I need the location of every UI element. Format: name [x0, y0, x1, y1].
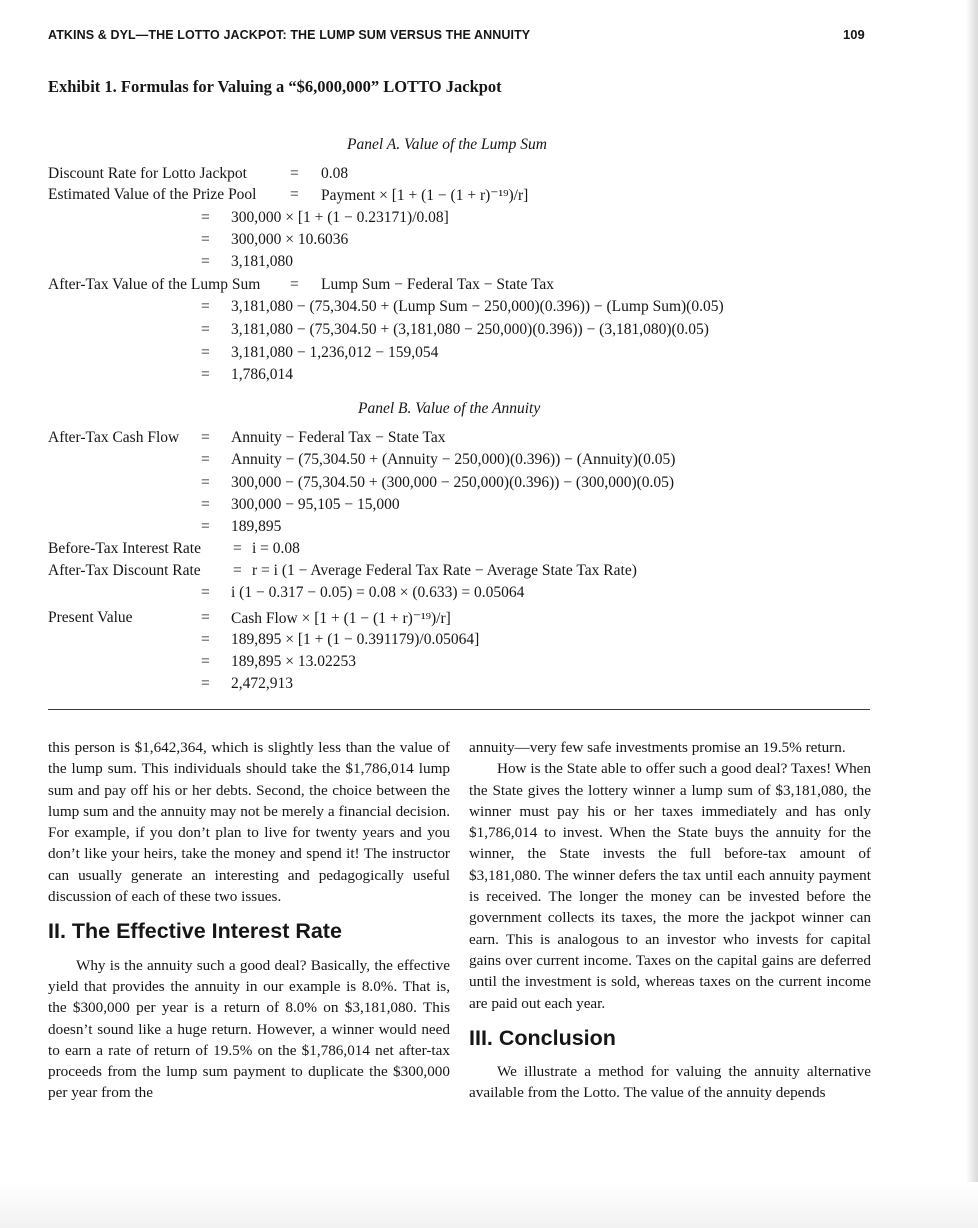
page-edge-shadow — [966, 0, 978, 1228]
equals-sign: = — [290, 276, 299, 293]
panel-a-title: Panel A. Value of the Lump Sum — [347, 136, 547, 153]
equals-sign: = — [201, 609, 210, 626]
equals-sign: = — [201, 451, 210, 468]
equals-sign: = — [233, 540, 242, 557]
formula-label: After-Tax Value of the Lump Sum — [48, 276, 261, 293]
equals-sign: = — [201, 209, 210, 226]
equals-sign: = — [201, 344, 210, 361]
equals-sign: = — [201, 631, 210, 648]
formula-label: Present Value — [48, 609, 133, 626]
running-header: ATKINS & DYL—THE LOTTO JACKPOT: THE LUMP SUM VERSUS THE ANNUITY — [48, 28, 531, 42]
formula-expression: 3,181,080 − 1,236,012 − 159,054 — [231, 344, 439, 361]
paragraph: this person is $1,642,364, which is slightly less than the value of the lump sum. This individuals should take the $1,786,014 lump sum and pay off his or her debts. Second, the choice between the lump sum and the annuity may not be merely a financial decision. For example, if you don’t plan to live for twenty years and you don’t like your heirs, take the money and spend it! The instructor can usually generate an interesting and pedagogically useful discussion of each of these two issues. — [48, 739, 450, 906]
formula-label: Discount Rate for Lotto Jackpot — [48, 165, 247, 182]
equals-sign: = — [201, 298, 210, 315]
formula-label: Before-Tax Interest Rate — [48, 540, 201, 557]
equals-sign: = — [233, 562, 242, 579]
equals-sign: = — [201, 321, 210, 338]
equals-sign: = — [201, 366, 210, 383]
formula-expression: Lump Sum − Federal Tax − State Tax — [321, 276, 554, 293]
formula-expression: 3,181,080 − (75,304.50 + (3,181,080 − 250,000)(0.396)) − (3,181,080)(0.05) — [231, 321, 709, 338]
formula-expression: 300,000 × 10.6036 — [231, 231, 349, 248]
formula-expression: r = i (1 − Average Federal Tax Rate − Average State Tax Rate) — [252, 562, 637, 579]
formula-expression: Annuity − (75,304.50 + (Annuity − 250,000)(0.396)) − (Annuity)(0.05) — [231, 451, 676, 468]
equals-sign: = — [201, 653, 210, 670]
formula-expression: 3,181,080 — [231, 253, 293, 270]
equals-sign: = — [290, 186, 299, 203]
formula-expression: 300,000 − (75,304.50 + (300,000 − 250,000)(0.396)) − (300,000)(0.05) — [231, 474, 675, 491]
formula-expression: 3,181,080 − (75,304.50 + (Lump Sum − 250,000)(0.396)) − (Lump Sum)(0.05) — [231, 298, 724, 315]
equals-sign: = — [290, 165, 299, 182]
equals-sign: = — [201, 474, 210, 491]
right-column — [469, 737, 871, 1104]
formula-expression: Cash Flow × [1 + (1 − (1 + r)⁻¹⁹)/r] — [231, 610, 451, 627]
formula-expression: i (1 − 0.317 − 0.05) = 0.08 × (0.633) = 0.05064 — [231, 584, 525, 601]
formula-expression: 189,895 × 13.02253 — [231, 653, 356, 670]
paragraph: Why is the annuity such a good deal? Basically, the effective yield that provides the annuity in our example is 8.0%. That is, the $300,000 per year is a return of 8.0% on $3,181,080. This doesn’t sound like a huge return. However, a winner would need to earn a rate of return of 19.5% on the $1,786,014 net after-tax proceeds from the lump sum payment to duplicate the $300,000 per year from the — [48, 956, 450, 1102]
formula-expression: 0.08 — [321, 165, 349, 182]
paragraph: annuity—very few safe investments promise an 19.5% return. — [469, 739, 846, 756]
formula-expression: 1,786,014 — [231, 366, 293, 383]
formula-expression: i = 0.08 — [252, 540, 300, 557]
equals-sign: = — [201, 429, 210, 446]
formula-expression: Annuity − Federal Tax − State Tax — [231, 429, 446, 446]
equals-sign: = — [201, 518, 210, 535]
exhibit-divider — [48, 709, 870, 710]
page-bottom-margin — [0, 1182, 978, 1228]
exhibit-title: Exhibit 1. Formulas for Valuing a “$6,000,000” LOTTO Jackpot — [48, 77, 502, 96]
formula-expression: 300,000 × [1 + (1 − 0.23171)/0.08] — [231, 209, 449, 226]
equals-sign: = — [201, 231, 210, 248]
left-column — [48, 737, 450, 1104]
formula-expression: 189,895 × [1 + (1 − 0.391179)/0.05064] — [231, 631, 480, 648]
formula-expression: 300,000 − 95,105 − 15,000 — [231, 496, 400, 513]
page-number: 109 — [843, 27, 865, 42]
equals-sign: = — [201, 584, 210, 601]
paragraph: How is the State able to offer such a good deal? Taxes! When the State gives the lottery winner a lump sum of $3,181,080, the winner must pay his or her taxes immediately and has only $1,786,014 to invest. When the State buys the annuity for the winner, the State invests the full before-tax amount of $3,181,080. The winner defers the tax until each annuity payment is received. The longer the money can be invested before the government collects its taxes, the more the jackpot winner can earn. This is analogous to an investor who invests for capital gains over current income. Taxes on the capital gains are deferred until the investment is sold, whereas taxes on the current income are paid out each year. — [469, 760, 871, 1012]
panel-b-title: Panel B. Value of the Annuity — [358, 400, 541, 417]
equals-sign: = — [201, 253, 210, 270]
formula-label: After-Tax Discount Rate — [48, 562, 201, 579]
formula-expression: 2,472,913 — [231, 675, 293, 692]
formula-label: After-Tax Cash Flow — [48, 429, 180, 446]
paragraph: We illustrate a method for valuing the annuity alternative available from the Lotto. The value of the annuity depends — [469, 1063, 871, 1102]
equals-sign: = — [201, 675, 210, 692]
formula-expression: Payment × [1 + (1 − (1 + r)⁻¹⁹)/r] — [321, 187, 529, 204]
section-heading: III. Conclusion — [469, 1025, 616, 1050]
equals-sign: = — [201, 496, 210, 513]
section-heading: II. The Effective Interest Rate — [48, 919, 342, 944]
formula-label: Estimated Value of the Prize Pool — [48, 186, 257, 203]
formula-expression: 189,895 — [231, 518, 282, 535]
